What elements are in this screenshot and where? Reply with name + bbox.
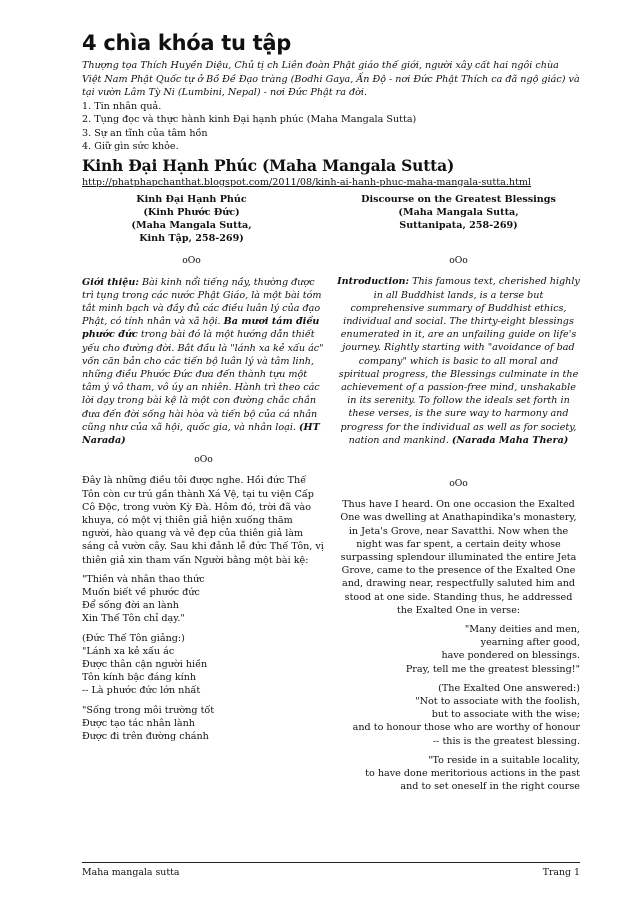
verse-line: but to associate with the wise; [431,709,580,721]
key-point: 3. Sự an tĩnh của tâm hồn [82,127,208,139]
sutta-title: Kinh Đại Hạnh Phúc (Maha Mangala Sutta) [82,155,455,175]
verse-line: to have done meritorious actions in the past [365,768,580,780]
separator: oOo [449,255,468,267]
verse-line: Muốn biết về phước đức [82,586,200,598]
en-heading [337,193,580,233]
vn-intro-text: trong bài đó là một hướng dẫn thiết yếu cho đường đời. Bắt đầu là "lánh xa kẻ xấu ác" vốn căn bản cho các tiến bộ luân lý và tâm linh, những điều Phước Đức đưa đến thành tựu một tâm ý vô tham, vô úy an nhiên. Hành trì theo các lời dạy trong bài kệ là một con đường chắc chắn đưa đến đời sống hài hòa và tiến bộ của cá nhân cũng như của xã hội, quốc gia, và nhân loại. [82,329,324,433]
en-paragraph: Thus have I heard. On one occasion the Exalted One was dwelling at Anathapindika's monastery, in Jeta's Grove, near Savatthi. Now when the night was far spent, a certain deity whose surpassing splendour illuminated the entire Jeta Grove, came to the presence of the Exalted One and, drawing near, respectfully saluted him and stood at one side. Standing thus, he addressed the Exalted One in verse: [340,499,577,616]
verse-line: "Not to associate with the foolish, [415,696,580,707]
en-heading-line: Discourse on the Greatest Blessings [361,193,556,205]
verse-line: Để sống đời an lành [82,600,179,612]
verse-line: Được đi trên đường chánh [82,731,209,743]
separator: oOo [449,477,468,489]
key-point: 4. Giữ gìn sức khỏe. [82,141,179,152]
en-intro-text: This famous text, cherished highly in all Buddhist lands, is a terse but comprehensive summary of Buddhist ethics, individual and social. The thirty-eight blessings enumerated in it, are an unfailing guide on life's journey. Rightly starting with "avoidance of bad company" which is basic to all moral and spiritual progress, the Blessings culminate in the achievement of a passion-free mind, unshakable in its serenity. To follow the ideals set forth in these verses, is the sure way to harmony and progress for the individual as well as for society, nation and mankind. [338,276,580,446]
en-verse [337,623,580,676]
two-column-section [82,193,580,800]
verse-line: -- Là phước đức lớn nhất [82,685,201,697]
verse-line: -- this is the greatest blessing. [432,735,580,747]
verse-line: have pondered on blessings. [441,650,580,662]
verse-line: "Many deities and men, [464,623,580,635]
verse-line: Được thân cận người hiền [82,659,208,670]
en-heading-line: (Maha Mangala Sutta, [398,206,519,218]
verse-line: and to honour those who are worthy of honour [352,722,580,734]
en-heading-line: Suttanipata, 258-269) [399,219,518,231]
verse-line: "Thiên và nhân thao thức [82,573,205,585]
intro-paragraph: Thượng tọa Thích Huyền Diệu, Chủ tị ch Liên đoàn Phật giáo thế giới, người xây cất hai ngôi chùa Việt Nam Phật Quốc tự ở Bồ Đề Đạo tràng (Bodhi Gaya, Ấn Độ - nơi Đức Phật Thích ca đã ngộ giác) và tại vườn Lâm Tỳ Ni (Lumbini, Nepal) - nơi Đức Phật ra đời. [82,60,580,98]
footer-doc-name: Maha mangala sutta [82,867,180,878]
verse-line: "Lánh xa kẻ xấu ác [82,645,175,657]
verse-line: Pray, tell me the greatest blessing!" [405,663,580,675]
en-verse [337,754,580,794]
verse-line: Tôn kính bậc đáng kính [82,672,197,684]
page-number: Trang 1 [542,867,580,878]
vn-intro-text: Bài kinh nổi tiếng nầy, thường được trì tụng trong các nước Phật Giáo, là một bài tóm tắt minh bạch và đầy đủ các điều luân lý của đạo Phật, có tính nhân và xã hội. [82,276,322,328]
verse-line: Được tạo tác nhân lành [82,717,195,729]
en-introduction [337,275,580,447]
vn-intro-label: Giới thiệu: [82,276,139,288]
vn-heading-line: (Maha Mangala Sutta, [131,219,252,231]
english-column [337,193,580,800]
vn-heading-line: Kinh Đại Hạnh Phúc [136,193,247,205]
vn-verse [82,573,325,626]
en-verse [337,682,580,748]
vn-heading [82,193,325,246]
footer-divider [82,862,580,863]
separator: oOo [194,454,213,466]
separator: oOo [182,255,201,267]
key-point: 2. Tụng đọc và thực hành kinh Đại hạnh phúc (Maha Mangala Sutta) [82,114,417,125]
verse-line: (Đức Thế Tôn giảng:) [82,632,185,644]
vn-intro-emphasis: Ba mươi tám điều phước đức [82,316,320,341]
vn-heading-line: (Kinh Phước Đức) [143,206,240,218]
page-title: 4 chìa khóa tu tập [82,31,291,55]
vn-heading-line: Kinh Tập, 258-269) [139,233,244,245]
page-footer [82,867,580,878]
document-page [82,30,580,799]
vn-introduction [82,276,325,448]
verse-line: "To reside in a suitable locality, [428,754,580,766]
vietnamese-column [82,193,325,800]
en-intro-label: Introduction: [337,276,410,288]
key-points-list [82,100,580,154]
verse-line: and to set oneself in the right course [400,781,580,793]
key-point: 1. Tin nhân quả. [82,100,162,112]
vn-verse [82,632,325,698]
en-intro-attribution: (Narada Maha Thera) [451,434,569,446]
verse-line: (The Exalted One answered:) [438,682,580,694]
verse-line: "Sống trong môi trường tốt [82,704,215,716]
vn-verse [82,704,325,744]
vn-intro-attribution: (HT Narada) [82,421,320,446]
verse-line: yearning after good, [480,637,580,649]
verse-line: Xin Thế Tôn chỉ dạy." [82,613,185,625]
vn-paragraph: Đây là những điều tôi được nghe. Hồi đức Thế Tôn còn cư trú gần thành Xá Vệ, tại tu viện Cấp Cô Độc, trong vườn Kỳ Đà. Hôm đó, trời đã vào khuya, có một vị thiên giả hiện xuống thăm người, hào quang và vẻ đẹp của thiên giả làm sáng cả vườn cây. Sau khi đảnh lễ đức Thế Tôn, vị thiên giả xin tham vấn Người bằng một bài kệ: [82,475,324,566]
source-link[interactable]: http://phatphapchanthat.blogspot.com/2011/08/kinh-ai-hanh-phuc-maha-mangala-sutta.html [82,176,532,188]
